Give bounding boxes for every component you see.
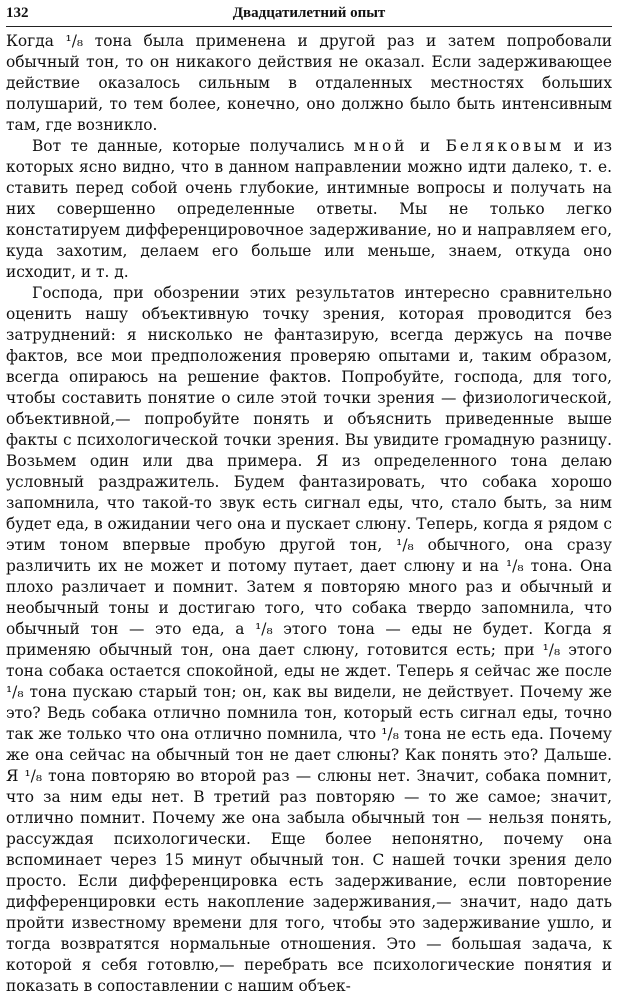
fraction: ¹/₈	[6, 683, 24, 701]
fraction: ¹/₈	[65, 32, 84, 50]
running-title: Двадцатилетний опыт	[232, 5, 386, 21]
paragraph-3: Господа, при обозрении этих результатов интересно сравнительно оценить нашу объективную точку зрения, которая проводится без затруднений: я нисколько не фантазирую, всегда держусь на почве фактов, все мои предположения проверяю опытами и, таким образом, всегда опираюсь на решение фактов. Попробуйте, господа, для того, чтобы составить понятие о силе этой точки зрения — физиологической, объективной,— попробуйте понять и объяснить приведенные выше факты с психологической точки зрения. Вы увидите громадную разницу. Возьмем один или два примера. Я из определенного тона делаю условный раздражитель. Будем фантазировать, что собака хорошо запомнила, что такой-то звук есть сигнал еды, что, стало быть, за ним будет еда, в ожидании чего она и пускает слюну. Теперь, когда я рядом с этим тоном впервые пробую другой тон, ¹/₈ обычного, она сразу различить их не может и потому путает, дает слюну и на ¹/₈ тона. Она плохо различает и помнит. Затем я повторяю много раз и обычный и необычный тоны и достигаю того, что собака твердо запомнила, что обычный тон — это еда, а ¹/₈ этого тона — еды не будет. Когда я применяю обычный тон, она дает слюну, готовится есть; при ¹/₈ этого тона собака остается спокойной, еды не ждет. Теперь я сейчас же после ¹/₈ тона пускаю старый тон; он, как вы видели, не действует. Почему же это? Ведь собака отлично помнила тон, который есть сигнал еды, точно так же только что она отлично помнила, что ¹/₈ тона не есть еда. Почему же она сейчас на обычный тон не дает слюны? Как понять это? Дальше. Я ¹/₈ тона повторяю во второй раз — слюны нет. Значит, собака помнит, что за ним еды нет. В третий раз повторяю — то же самое; значит, отлично помнит. Почему же она забыла обычный тон — нельзя понять, рассуждая психологически. Еще более непонятно, почему она вспоминает через 15 минут обычный тон. С нашей точки зрения дело просто. Если дифференцировка есть задерживание, если повторение дифференцировки есть накопление задерживания,— значит, надо дать пройти известному времени для того, чтобы это задерживание ушло, и тогда возвратятся нормальные отношения. Это — большая задача, к которой я себя готовлю,— перебрать все психологические понятия и показать в сопоставлении с нашим объек-	[6, 284, 613, 995]
author-names: мной и Беляковым	[353, 137, 565, 155]
fraction: ¹/₈	[381, 725, 399, 743]
page-body	[6, 31, 612, 997]
paragraph-1: Когда ¹/₈ тона была применена и другой раз и затем попробовали обычный тон, то он никакого действия не оказал. Если задерживающее действие оказалось сильным в отдаленных местностях больших полушарий, то тем более, конечно, оно должно было быть интенсивным там, где возникло.	[6, 32, 612, 134]
fraction: ¹/₈	[396, 536, 414, 554]
fraction: ¹/₈	[506, 557, 524, 575]
fraction: ¹/₈	[24, 767, 43, 785]
fraction: ¹/₈	[255, 620, 273, 638]
fraction: ¹/₈	[542, 641, 561, 659]
page-header	[6, 0, 612, 27]
paragraph-2: Вот те данные, которые получались мной и Беляковым и из которых ясно видно, что в данном направлении можно идти далеко, т. е. ставить перед собой очень глубокие, интимные вопросы и получать на них совершенно определенные ответы. Мы не только легко констатируем дифференцировочное задерживание, но и направляем его, куда захотим, делаем его больше или меньше, знаем, откуда оно исходит, и т. д.	[6, 137, 612, 281]
page-number: 132	[6, 5, 29, 21]
